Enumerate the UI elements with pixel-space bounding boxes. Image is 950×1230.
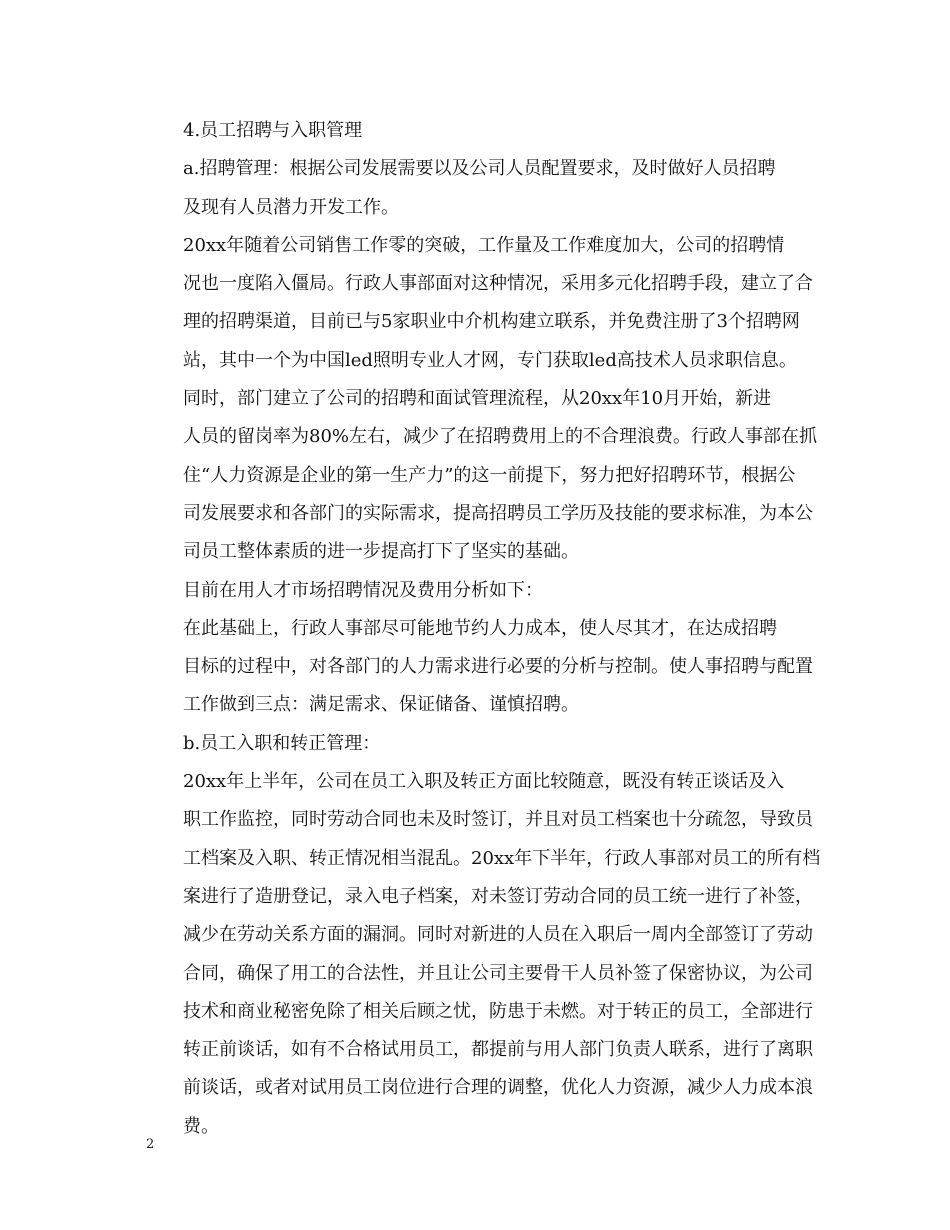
paragraph-interview-process: [146, 380, 818, 571]
text-line: 技术和商业秘密免除了相关后顾之忧，防患于未燃。对于转正的员工，全部进行: [183, 1000, 813, 1022]
text-line: 转正前谈话，如有不合格试用员工，都提前与用人部门负责人联系，进行了离职: [183, 1039, 813, 1061]
text-line: 在此基础上，行政人事部尽可能地节约人力成本，使人尽其才，在达成招聘: [183, 617, 777, 639]
text-line: 合同，确保了用工的合法性，并且让公司主要骨干人员补签了保密协议，为公司: [183, 962, 813, 984]
text-line: 前谈话，或者对试用员工岗位进行合理的调整，优化人力资源，减少人力成本浪: [183, 1077, 813, 1099]
text-line: 工档案及入职、转正情况相当混乱。20xx年下半年，行政人事部对员工的所有档: [183, 847, 821, 869]
text-line: 及现有人员潜力开发工作。: [183, 196, 399, 218]
text-line: 4.员工招聘与入职管理: [183, 120, 363, 141]
text-line: 目标的过程中，对各部门的人力需求进行必要的分析与控制。使人事招聘与配置: [183, 656, 813, 678]
text-line: 况也一度陷入僵局。行政人事部面对这种情况，采用多元化招聘手段，建立了合: [183, 273, 813, 295]
text-line: b.员工入职和转正管理：: [183, 732, 381, 754]
text-line: 站，其中一个为中国led照明专业人才网，专门获取led高技术人员求职信息。: [183, 349, 797, 371]
text-line: 同时，部门建立了公司的招聘和面试管理流程，从20xx年10月开始，新进: [183, 388, 772, 410]
section-heading: [146, 112, 806, 150]
paragraph-cost-analysis-intro: [146, 572, 806, 610]
text-line: 20xx年随着公司销售工作零的突破，工作量及工作难度加大，公司的招聘情: [183, 234, 785, 256]
document-body: [146, 112, 821, 1146]
text-line: 20xx年上半年，公司在员工入职及转正方面比较随意，既没有转正谈话及入: [183, 771, 785, 793]
text-line: a.招聘管理：根据公司发展需要以及公司人员配置要求，及时做好人员招聘: [183, 158, 776, 180]
text-line: 案进行了造册登记，录入电子档案，对未签订劳动合同的员工统一进行了补签，: [183, 885, 813, 907]
paragraph-cost-control: [146, 610, 813, 725]
subsection-heading-onboarding: [146, 725, 806, 763]
page-number: 2: [146, 1137, 155, 1152]
text-line: 司员工整体素质的进一步提高打下了坚实的基础。: [183, 541, 579, 563]
text-line: 减少在劳动关系方面的漏洞。同时对新进的人员在入职后一周内全部签订了劳动: [183, 924, 813, 946]
text-line: 职工作监控，同时劳动合同也未及时签订，并且对员工档案也十分疏忽，导致员: [183, 809, 813, 831]
text-line: 工作做到三点：满足需求、保证储备、谨慎招聘。: [183, 694, 579, 716]
text-line: 司发展要求和各部门的实际需求，提高招聘员工学历及技能的要求标准，为本公: [183, 502, 813, 524]
text-line: 费。: [183, 1115, 219, 1137]
paragraph-recruitment-channels: [146, 227, 813, 380]
paragraph-onboarding-management: [146, 763, 821, 1146]
text-line: 住“人力资源是企业的第一生产力”的这一前提下，努力把好招聘环节，根据公: [183, 464, 796, 486]
paragraph-recruitment-management: [146, 150, 806, 227]
text-line: 目前在用人才市场招聘情况及费用分析如下：: [183, 579, 543, 601]
text-line: 人员的留岗率为80%左右，减少了在招聘费用上的不合理浪费。行政人事部在抓: [183, 426, 818, 448]
text-line: 理的招聘渠道，目前已与5家职业中介机构建立联系，并免费注册了3个招聘网: [183, 311, 800, 333]
